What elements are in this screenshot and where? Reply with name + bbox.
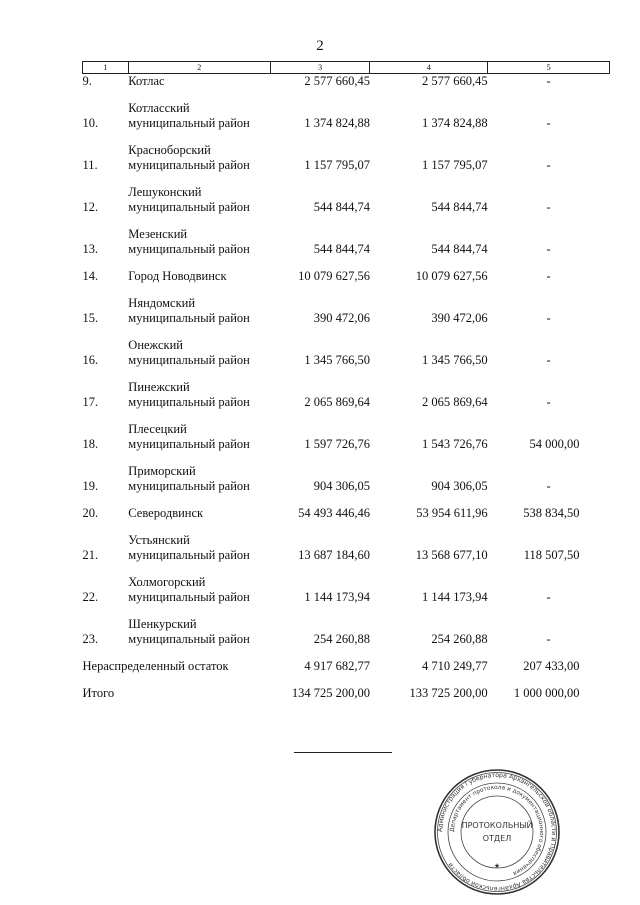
seal-center-line2: ОТДЕЛ xyxy=(482,834,512,843)
row-name-line2: муниципальный район xyxy=(128,311,250,325)
official-seal xyxy=(433,768,561,896)
row-col5: - xyxy=(546,353,551,367)
table-row xyxy=(83,227,610,257)
seal-outer-text: Администрация Губернатора Архангельской области и Правительства Архангельской области xyxy=(436,771,558,893)
row-name-line2: муниципальный район xyxy=(128,479,250,493)
table-row xyxy=(83,101,610,131)
row-col3: 544 844,74 xyxy=(313,242,370,256)
row-col3: 2 065 869,64 xyxy=(304,395,370,409)
table-row xyxy=(83,143,610,173)
row-name-line2: муниципальный район xyxy=(128,158,250,172)
row-name xyxy=(128,533,270,563)
header-col-4: 4 xyxy=(370,62,488,74)
row-name-line1: Устьянский xyxy=(128,533,190,547)
header-col-2: 2 xyxy=(128,62,270,74)
row-name xyxy=(128,185,270,215)
row-number: 13. xyxy=(82,242,99,256)
row-name-line1: Котласский xyxy=(128,101,190,115)
row-number: 15. xyxy=(82,311,99,325)
row-number: 16. xyxy=(82,353,99,367)
header-col-1: 1 xyxy=(83,62,129,74)
table-row xyxy=(83,380,610,410)
row-col3: 254 260,88 xyxy=(313,632,370,646)
row-name-line1: Северодвинск xyxy=(128,506,204,520)
row-name xyxy=(128,101,270,131)
table-row xyxy=(83,185,610,215)
row-name-line2: муниципальный район xyxy=(128,116,250,130)
row-col3: 54 493 446,46 xyxy=(298,506,370,520)
total-col5: 1 000 000,00 xyxy=(513,686,580,700)
total-col4: 133 725 200,00 xyxy=(409,686,488,700)
row-number: 19. xyxy=(82,479,99,493)
row-col3: 390 472,06 xyxy=(313,311,370,325)
row-col5: - xyxy=(546,311,551,325)
row-number: 14. xyxy=(82,269,99,283)
row-col4: 1 543 726,76 xyxy=(422,437,488,451)
row-name-line1: Холмогорский xyxy=(128,575,206,589)
row-col4: 53 954 611,96 xyxy=(416,506,488,520)
total-row xyxy=(83,686,610,701)
row-col5: - xyxy=(546,74,551,88)
row-name-line1: Няндомский xyxy=(128,296,196,310)
row-number: 21. xyxy=(82,548,99,562)
row-name-line1: Город Новодвинск xyxy=(128,269,227,283)
row-col4: 13 568 677,10 xyxy=(415,548,488,562)
row-col4: 1 374 824,88 xyxy=(422,116,488,130)
row-name xyxy=(128,227,270,257)
row-col3: 13 687 184,60 xyxy=(298,548,370,562)
row-name xyxy=(128,338,270,368)
table-row xyxy=(83,422,610,452)
row-name xyxy=(128,143,270,173)
row-col4: 1 157 795,07 xyxy=(422,158,488,172)
row-col3: 1 374 824,88 xyxy=(304,116,370,130)
header-col-5: 5 xyxy=(488,62,610,74)
row-name xyxy=(128,464,270,494)
row-col5: - xyxy=(546,632,551,646)
table-row xyxy=(83,338,610,368)
row-name xyxy=(128,575,270,605)
row-col4: 254 260,88 xyxy=(431,632,488,646)
row-name xyxy=(128,422,270,452)
row-number: 22. xyxy=(82,590,99,604)
row-col4: 2 065 869,64 xyxy=(422,395,488,409)
row-name-line1: Котлас xyxy=(128,74,165,88)
unallocated-col4: 4 710 249,77 xyxy=(422,659,488,673)
table-header xyxy=(83,62,610,74)
table-row xyxy=(83,464,610,494)
row-number: 12. xyxy=(82,200,99,214)
row-name-line2: муниципальный район xyxy=(128,395,250,409)
row-name-line1: Приморский xyxy=(128,464,196,478)
row-col5: - xyxy=(546,479,551,493)
row-name-line1: Мезенский xyxy=(128,227,188,241)
table-row xyxy=(83,269,610,284)
row-col5: - xyxy=(546,395,551,409)
table-row xyxy=(83,296,610,326)
row-col3: 2 577 660,45 xyxy=(304,74,370,88)
row-name-line2: муниципальный район xyxy=(128,590,250,604)
row-col3: 1 157 795,07 xyxy=(304,158,370,172)
row-col4: 544 844,74 xyxy=(431,200,488,214)
seal-middle-text: Департамент протокола и документационного обеспечения xyxy=(449,784,545,876)
row-col5: - xyxy=(546,590,551,604)
row-name xyxy=(128,74,270,90)
row-name-line2: муниципальный район xyxy=(128,200,250,214)
row-name xyxy=(128,269,270,284)
unallocated-col5: 207 433,00 xyxy=(523,659,580,673)
row-name-line2: муниципальный район xyxy=(128,242,250,256)
row-col3: 904 306,05 xyxy=(313,479,370,493)
row-number: 9. xyxy=(82,74,92,88)
table-row xyxy=(83,74,610,90)
allocation-table xyxy=(82,61,610,701)
row-name-line2: муниципальный район xyxy=(128,632,250,646)
row-col3: 544 844,74 xyxy=(313,200,370,214)
table-row xyxy=(83,617,610,647)
row-col5: - xyxy=(546,269,551,283)
row-col5: - xyxy=(546,242,551,256)
unallocated-label: Нераспределенный остаток xyxy=(82,659,229,673)
row-name xyxy=(128,296,270,326)
table-row xyxy=(83,506,610,521)
row-col5: 118 507,50 xyxy=(523,548,580,562)
row-number: 11. xyxy=(82,158,98,172)
row-col4: 10 079 627,56 xyxy=(415,269,488,283)
row-col3: 1 345 766,50 xyxy=(304,353,370,367)
row-number: 10. xyxy=(82,116,99,130)
signature-line xyxy=(294,752,392,753)
row-col5: 54 000,00 xyxy=(529,437,580,451)
row-col5: - xyxy=(546,116,551,130)
row-col4: 1 144 173,94 xyxy=(422,590,488,604)
row-name-line1: Пинежский xyxy=(128,380,190,394)
row-name-line2: муниципальный район xyxy=(128,437,250,451)
row-name-line2: муниципальный район xyxy=(128,548,250,562)
row-col3: 10 079 627,56 xyxy=(298,269,370,283)
row-name-line1: Плесецкий xyxy=(128,422,187,436)
row-name-line1: Лешуконский xyxy=(128,185,202,199)
table-row xyxy=(83,575,610,605)
table-row xyxy=(83,533,610,563)
table-footer xyxy=(83,647,610,701)
row-col5: - xyxy=(546,158,551,172)
row-number: 17. xyxy=(82,395,99,409)
row-col4: 2 577 660,45 xyxy=(422,74,488,88)
row-col4: 904 306,05 xyxy=(431,479,488,493)
row-col5: 538 834,50 xyxy=(523,506,580,520)
total-label: Итого xyxy=(82,686,115,700)
page-number: 2 xyxy=(316,38,324,54)
total-col3: 134 725 200,00 xyxy=(291,686,370,700)
row-name-line1: Шенкурский xyxy=(128,617,197,631)
row-col4: 1 345 766,50 xyxy=(422,353,488,367)
row-col4: 544 844,74 xyxy=(431,242,488,256)
seal-center-line1: ПРОТОКОЛЬНЫЙ xyxy=(461,821,533,830)
unallocated-col3: 4 917 682,77 xyxy=(304,659,370,673)
row-col3: 1 144 173,94 xyxy=(304,590,370,604)
row-name-line2: муниципальный район xyxy=(128,353,250,367)
row-name xyxy=(128,380,270,410)
row-name xyxy=(128,617,270,647)
row-col4: 390 472,06 xyxy=(431,311,488,325)
row-number: 20. xyxy=(82,506,99,520)
row-number: 18. xyxy=(82,437,99,451)
row-number: 23. xyxy=(82,632,99,646)
seal-star-icon: ★ xyxy=(493,862,501,870)
unallocated-row xyxy=(83,659,610,674)
row-name-line1: Онежский xyxy=(128,338,183,352)
header-col-3: 3 xyxy=(270,62,370,74)
row-col5: - xyxy=(546,200,551,214)
row-name-line1: Красноборский xyxy=(128,143,211,157)
row-name xyxy=(128,506,270,521)
table-body xyxy=(83,74,610,648)
row-col3: 1 597 726,76 xyxy=(304,437,370,451)
